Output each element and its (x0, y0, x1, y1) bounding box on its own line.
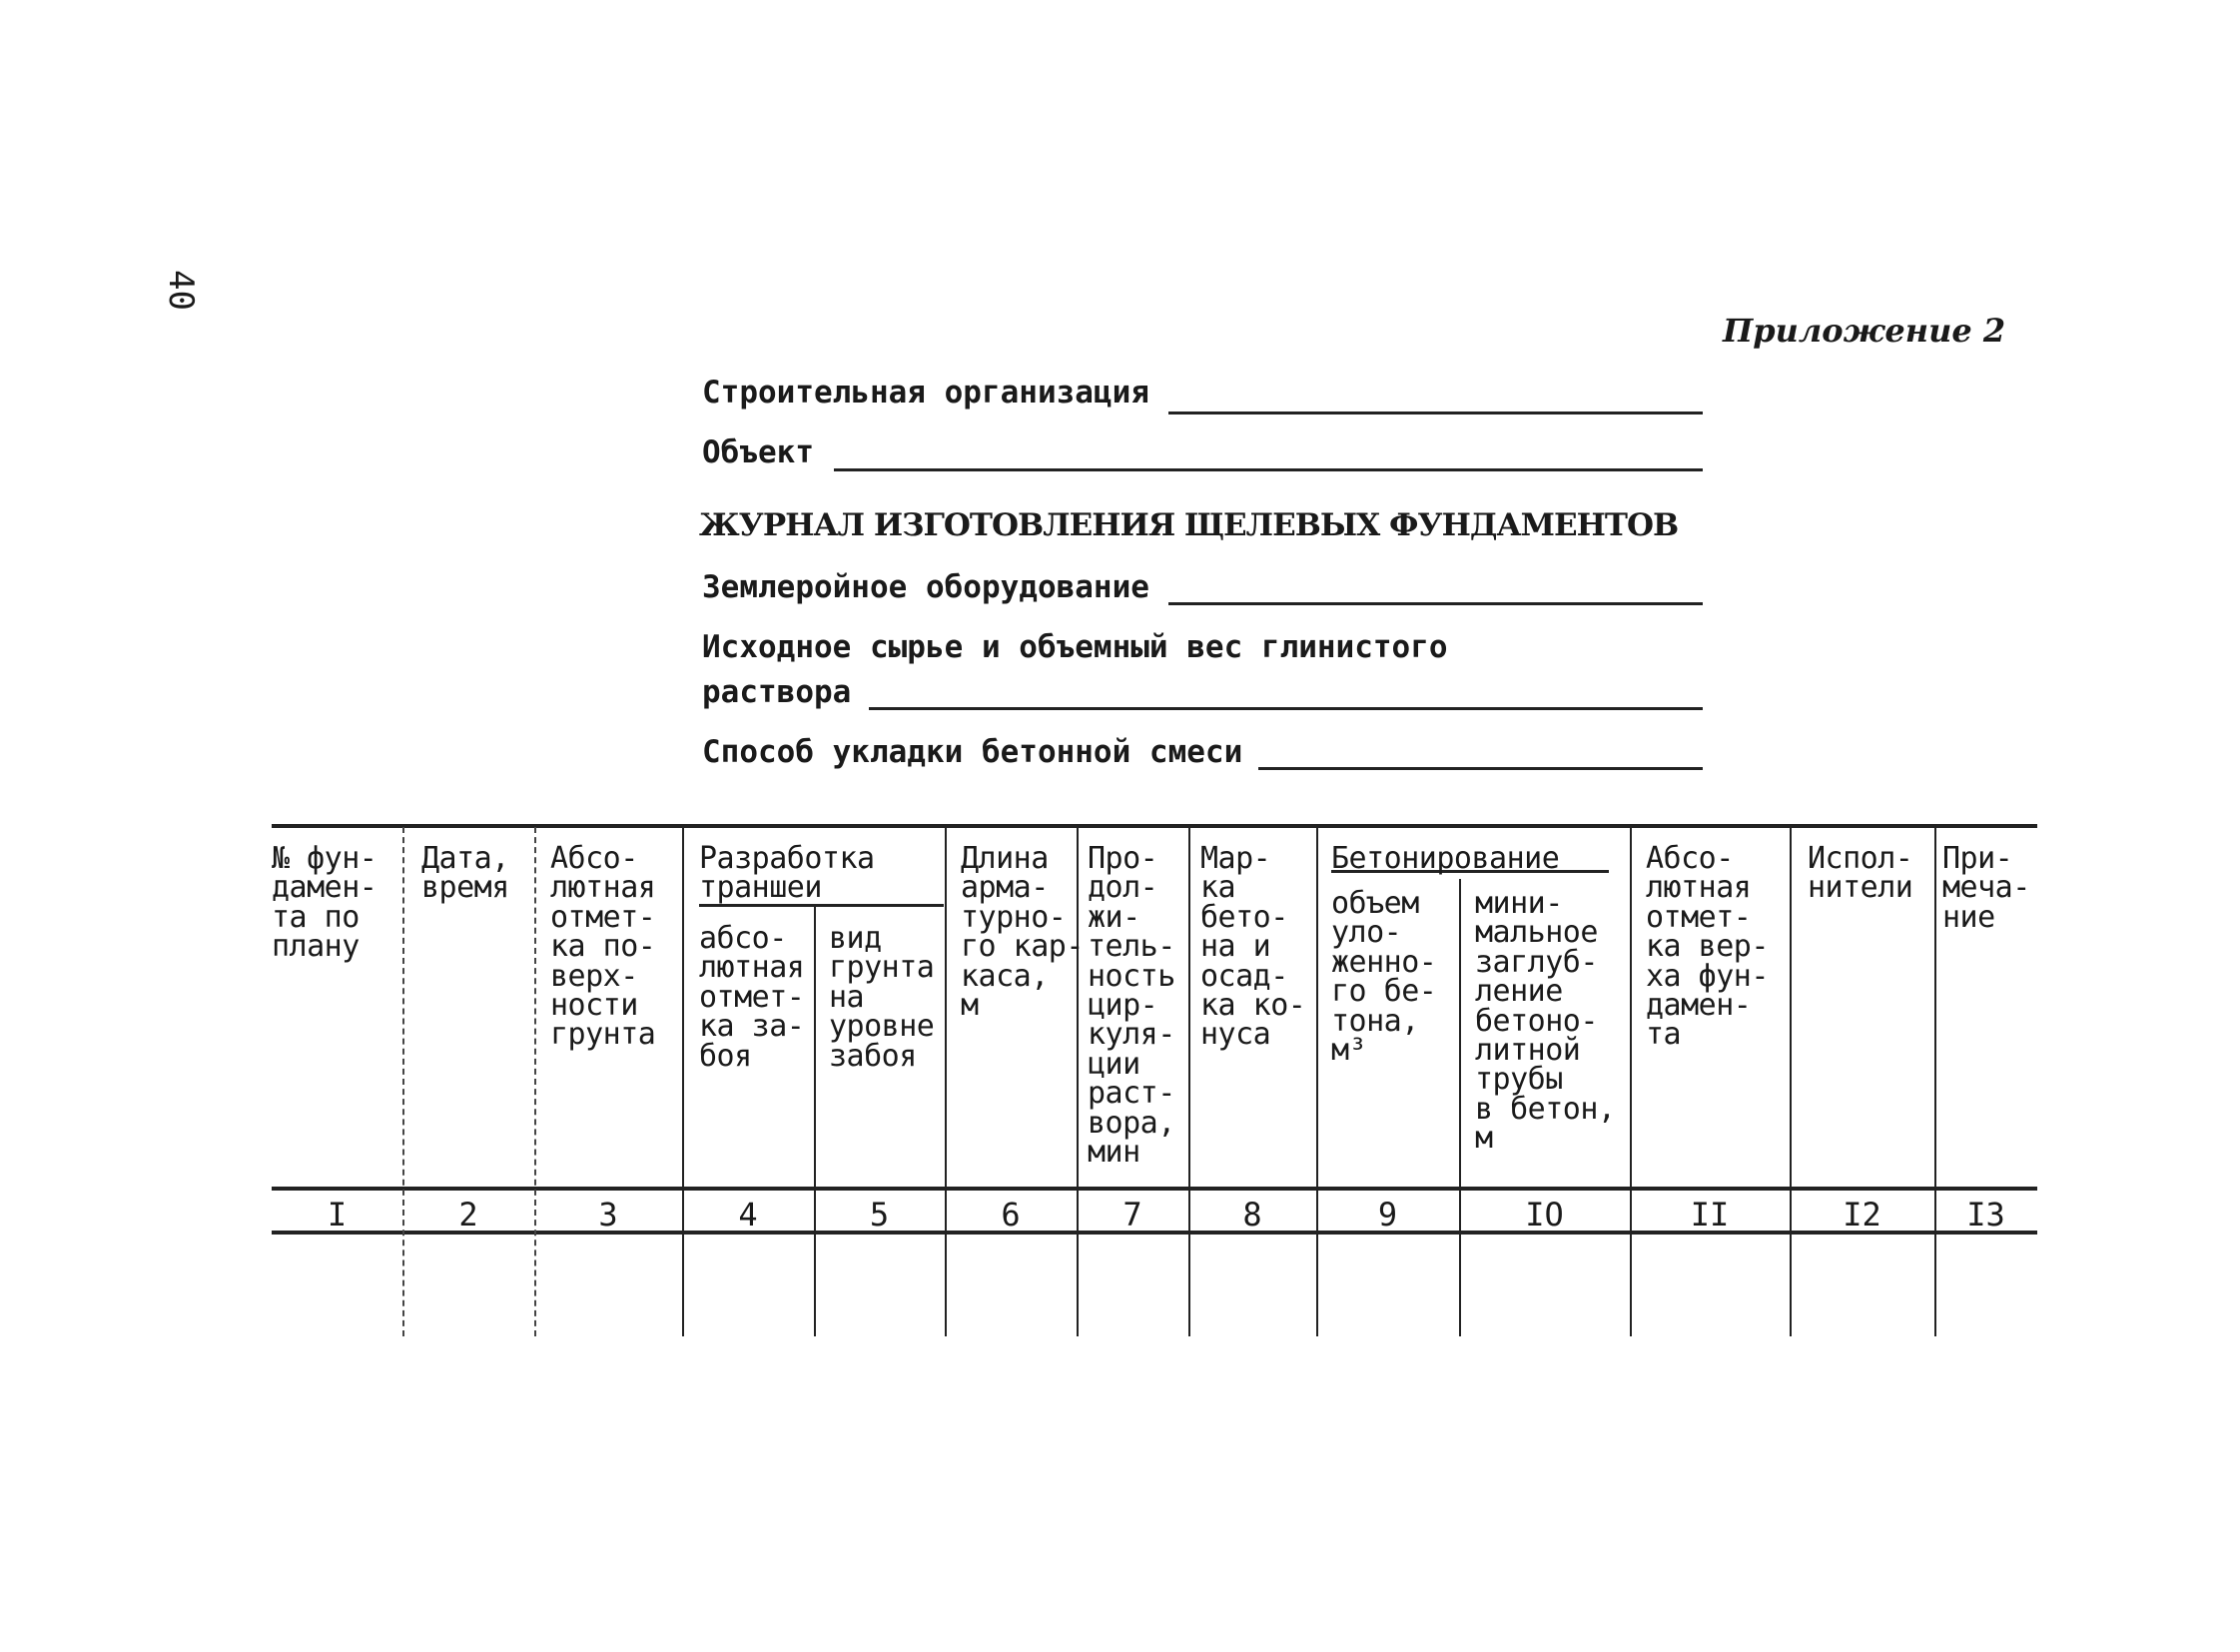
column-number: 8 (1242, 1196, 1262, 1234)
organization-blank[interactable] (1168, 412, 1703, 414)
header-executors: Испол- нители (1808, 841, 1913, 906)
column-number: 3 (598, 1196, 618, 1234)
equipment-label: Землеройное оборудование (702, 569, 1149, 605)
header-top-elevation: Абсо- лютная отмет- ка вер- ха фун- дамен- та (1646, 841, 1769, 1053)
col-divider (1934, 827, 1936, 1336)
journal-title: ЖУРНАЛ ИЗГОТОВЛЕНИЯ ЩЕЛЕВЫХ ФУНДАМЕНТОВ (699, 507, 1679, 543)
col-divider (682, 827, 684, 1336)
equipment-blank[interactable] (1168, 602, 1703, 605)
header-foundation-number: № фун- дамен- та по плану (272, 841, 377, 965)
object-label: Объект (702, 434, 814, 470)
raw-material-blank[interactable] (869, 707, 1703, 710)
header-ground-surface-elevation: Абсо- лютная отмет- ка по- верх- ности грунта (550, 841, 656, 1053)
organization-label: Строительная организация (702, 375, 1149, 411)
column-number: 6 (1001, 1196, 1021, 1234)
raw-material-label-line2: раствора (702, 674, 852, 710)
concrete-method-label: Способ укладки бетонной смеси (702, 734, 1243, 770)
object-blank[interactable] (834, 468, 1703, 471)
column-number: 2 (458, 1196, 478, 1234)
column-number: 5 (869, 1196, 890, 1234)
column-number: 9 (1377, 1196, 1398, 1234)
raw-material-label-line1: Исходное сырье и объемный вес глинистого (702, 629, 1448, 665)
header-concrete-grade: Мар- ка бето- на и осад- ка ко- нуса (1200, 841, 1306, 1053)
column-number: 4 (738, 1196, 758, 1234)
col-divider (814, 904, 816, 1336)
header-notes: При- меча- ние (1942, 841, 2030, 935)
column-number: IO (1525, 1196, 1564, 1234)
col-divider (1790, 827, 1792, 1336)
page-number: 40 (161, 270, 201, 311)
header-circulation-duration: Про- дол- жи- тель- ность цир- куля- ции раст- вора, мин (1088, 841, 1175, 1170)
col-divider (402, 827, 404, 1336)
header-date-time: Дата, время (421, 841, 509, 906)
col-divider (1316, 827, 1318, 1336)
header-concrete-volume: объем уло- женно- го бе- тона, м³ (1331, 886, 1437, 1068)
concrete-method-blank[interactable] (1258, 767, 1703, 770)
appendix-label: Приложение 2 (1723, 312, 2006, 350)
header-soil-type: вид грунта на уровне забоя (829, 921, 935, 1074)
header-concreting: Бетонирование (1331, 841, 1560, 876)
header-frame-length: Длина арма- турно- го кар- каса, м (961, 841, 1084, 1023)
col-divider (945, 827, 947, 1336)
col-divider (534, 827, 536, 1336)
col-divider (1188, 827, 1190, 1336)
column-number: I3 (1966, 1196, 2005, 1234)
column-number: I (327, 1196, 348, 1234)
header-pipe-depth: мини- мальное заглуб- ление бетоно- литной трубы в бетон, м (1475, 886, 1616, 1157)
column-number: I2 (1843, 1196, 1881, 1234)
table-top-rule (272, 824, 2037, 828)
col-divider (1630, 827, 1632, 1336)
col-divider (1459, 879, 1461, 1336)
numbers-bottom-rule (272, 1231, 2037, 1235)
header-bottom-rule (272, 1187, 2037, 1191)
column-number: 7 (1122, 1196, 1142, 1234)
header-face-elevation: абсо- лютная отмет- ка за- боя (699, 921, 805, 1074)
header-trench-excavation: Разработка траншеи (699, 841, 875, 906)
column-number: II (1690, 1196, 1730, 1234)
